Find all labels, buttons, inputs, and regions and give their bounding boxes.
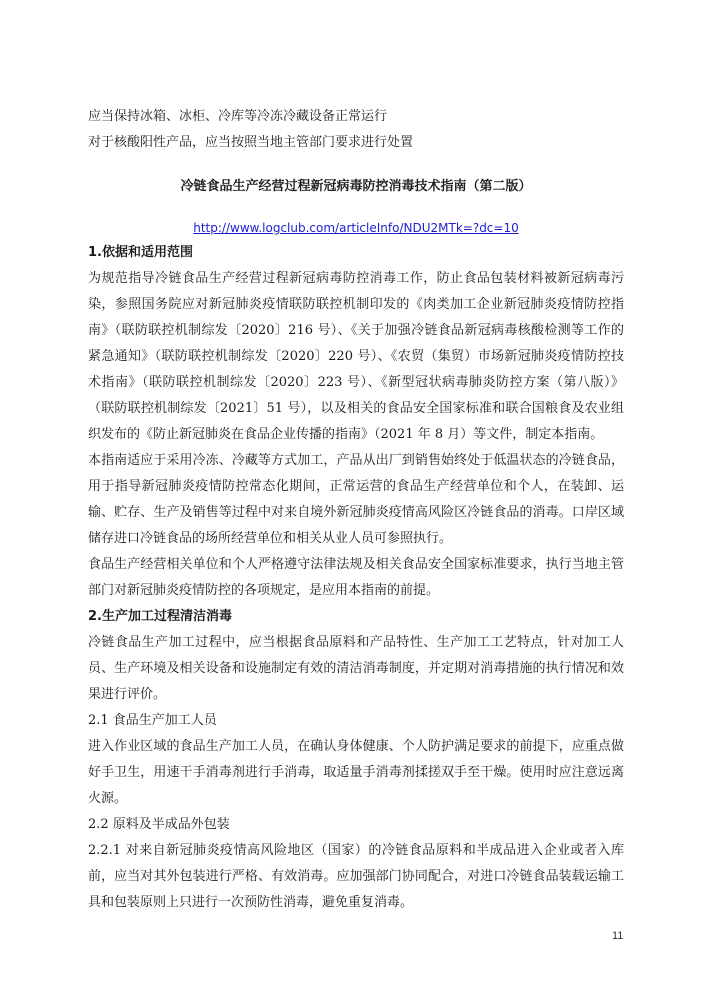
- intro-line-1: 应当保持冰箱、冰柜、冷库等冷冻冷藏设备正常运行: [88, 109, 388, 124]
- section-1-heading: 1.依据和适用范围: [88, 245, 193, 260]
- section-1-paragraph-2: 本指南适应于采用冷冻、冷藏等方式加工，产品从出厂到销售始终处于低温状态的冷链食品，用于指导新冠肺炎疫情防控常态化期间，正常运营的食品生产经营单位和个人，在装卸、运输、贮存、生产及销售等过程中对来自境外新冠肺炎疫情高风险区冷链食品的消毒。口岸区域储存进口冷链食品的场所经营单位和相关从业人员可参照执行。: [88, 453, 624, 546]
- section-2-heading: 2.生产加工过程清洁消毒: [88, 609, 232, 624]
- section-2-1-paragraph: 进入作业区域的食品生产加工人员，在确认身体健康、个人防护满足要求的前提下，应重点做好手卫生，用速干手消毒剂进行手消毒，取适量手消毒剂揉搓双手至干燥。使用时应注意远离火源。: [88, 739, 624, 806]
- intro-line-2: 对于核酸阳性产品，应当按照当地主管部门要求进行处置: [88, 135, 414, 150]
- source-link[interactable]: http://www.logclub.com/articleInfo/NDU2MTk=?dc=10: [193, 221, 519, 235]
- document-title: 冷链食品生产经营过程新冠病毒防控消毒技术指南（第二版）: [180, 179, 532, 194]
- section-2-1-heading: 2.1 食品生产加工人员: [88, 713, 217, 728]
- section-2-2-heading: 2.2 原料及半成品外包装: [88, 817, 230, 832]
- section-2-2-paragraph: 2.2.1 对来自新冠肺炎疫情高风险地区（国家）的冷链食品原料和半成品进入企业或者入库前，应当对其外包装进行严格、有效消毒。应加强部门协同配合，对进口冷链食品装载运输工具和包装原则上只进行一次预防性消毒，避免重复消毒。: [88, 843, 624, 910]
- section-2-paragraph: 冷链食品生产加工过程中，应当根据食品原料和产品特性、生产加工工艺特点，针对加工人员、生产环境及相关设备和设施制定有效的清洁消毒制度，并定期对消毒措施的执行情况和效果进行评价。: [88, 635, 624, 702]
- page-number: 11: [612, 930, 624, 942]
- section-1-paragraph-1: 为规范指导冷链食品生产经营过程新冠病毒防控消毒工作，防止食品包装材料被新冠病毒污染，参照国务院应对新冠肺炎疫情联防联控机制印发的《肉类加工企业新冠肺炎疫情防控指南》（联防联控机制综发〔2020〕216 号）、《关于加强冷链食品新冠病毒核酸检测等工作的紧急通知》（联防联控机制综发〔2020〕220 号）、《农贸（集贸）市场新冠肺炎疫情防控技术指南》（联防联控机制综发〔2020〕223 号）、《新型冠状病毒肺炎防控方案（第八版）》（联防联控机制综发〔2021〕51 号），以及相关的食品安全国家标准和联合国粮食及农业组织发布的《防止新冠肺炎在食品企业传播的指南》（2021 年 8 月）等文件，制定本指南。: [88, 271, 624, 442]
- section-1-paragraph-3: 食品生产经营相关单位和个人严格遵守法律法规及相关食品安全国家标准要求，执行当地主管部门对新冠肺炎疫情防控的各项规定，是应用本指南的前提。: [88, 557, 624, 598]
- page-content: [88, 104, 624, 916]
